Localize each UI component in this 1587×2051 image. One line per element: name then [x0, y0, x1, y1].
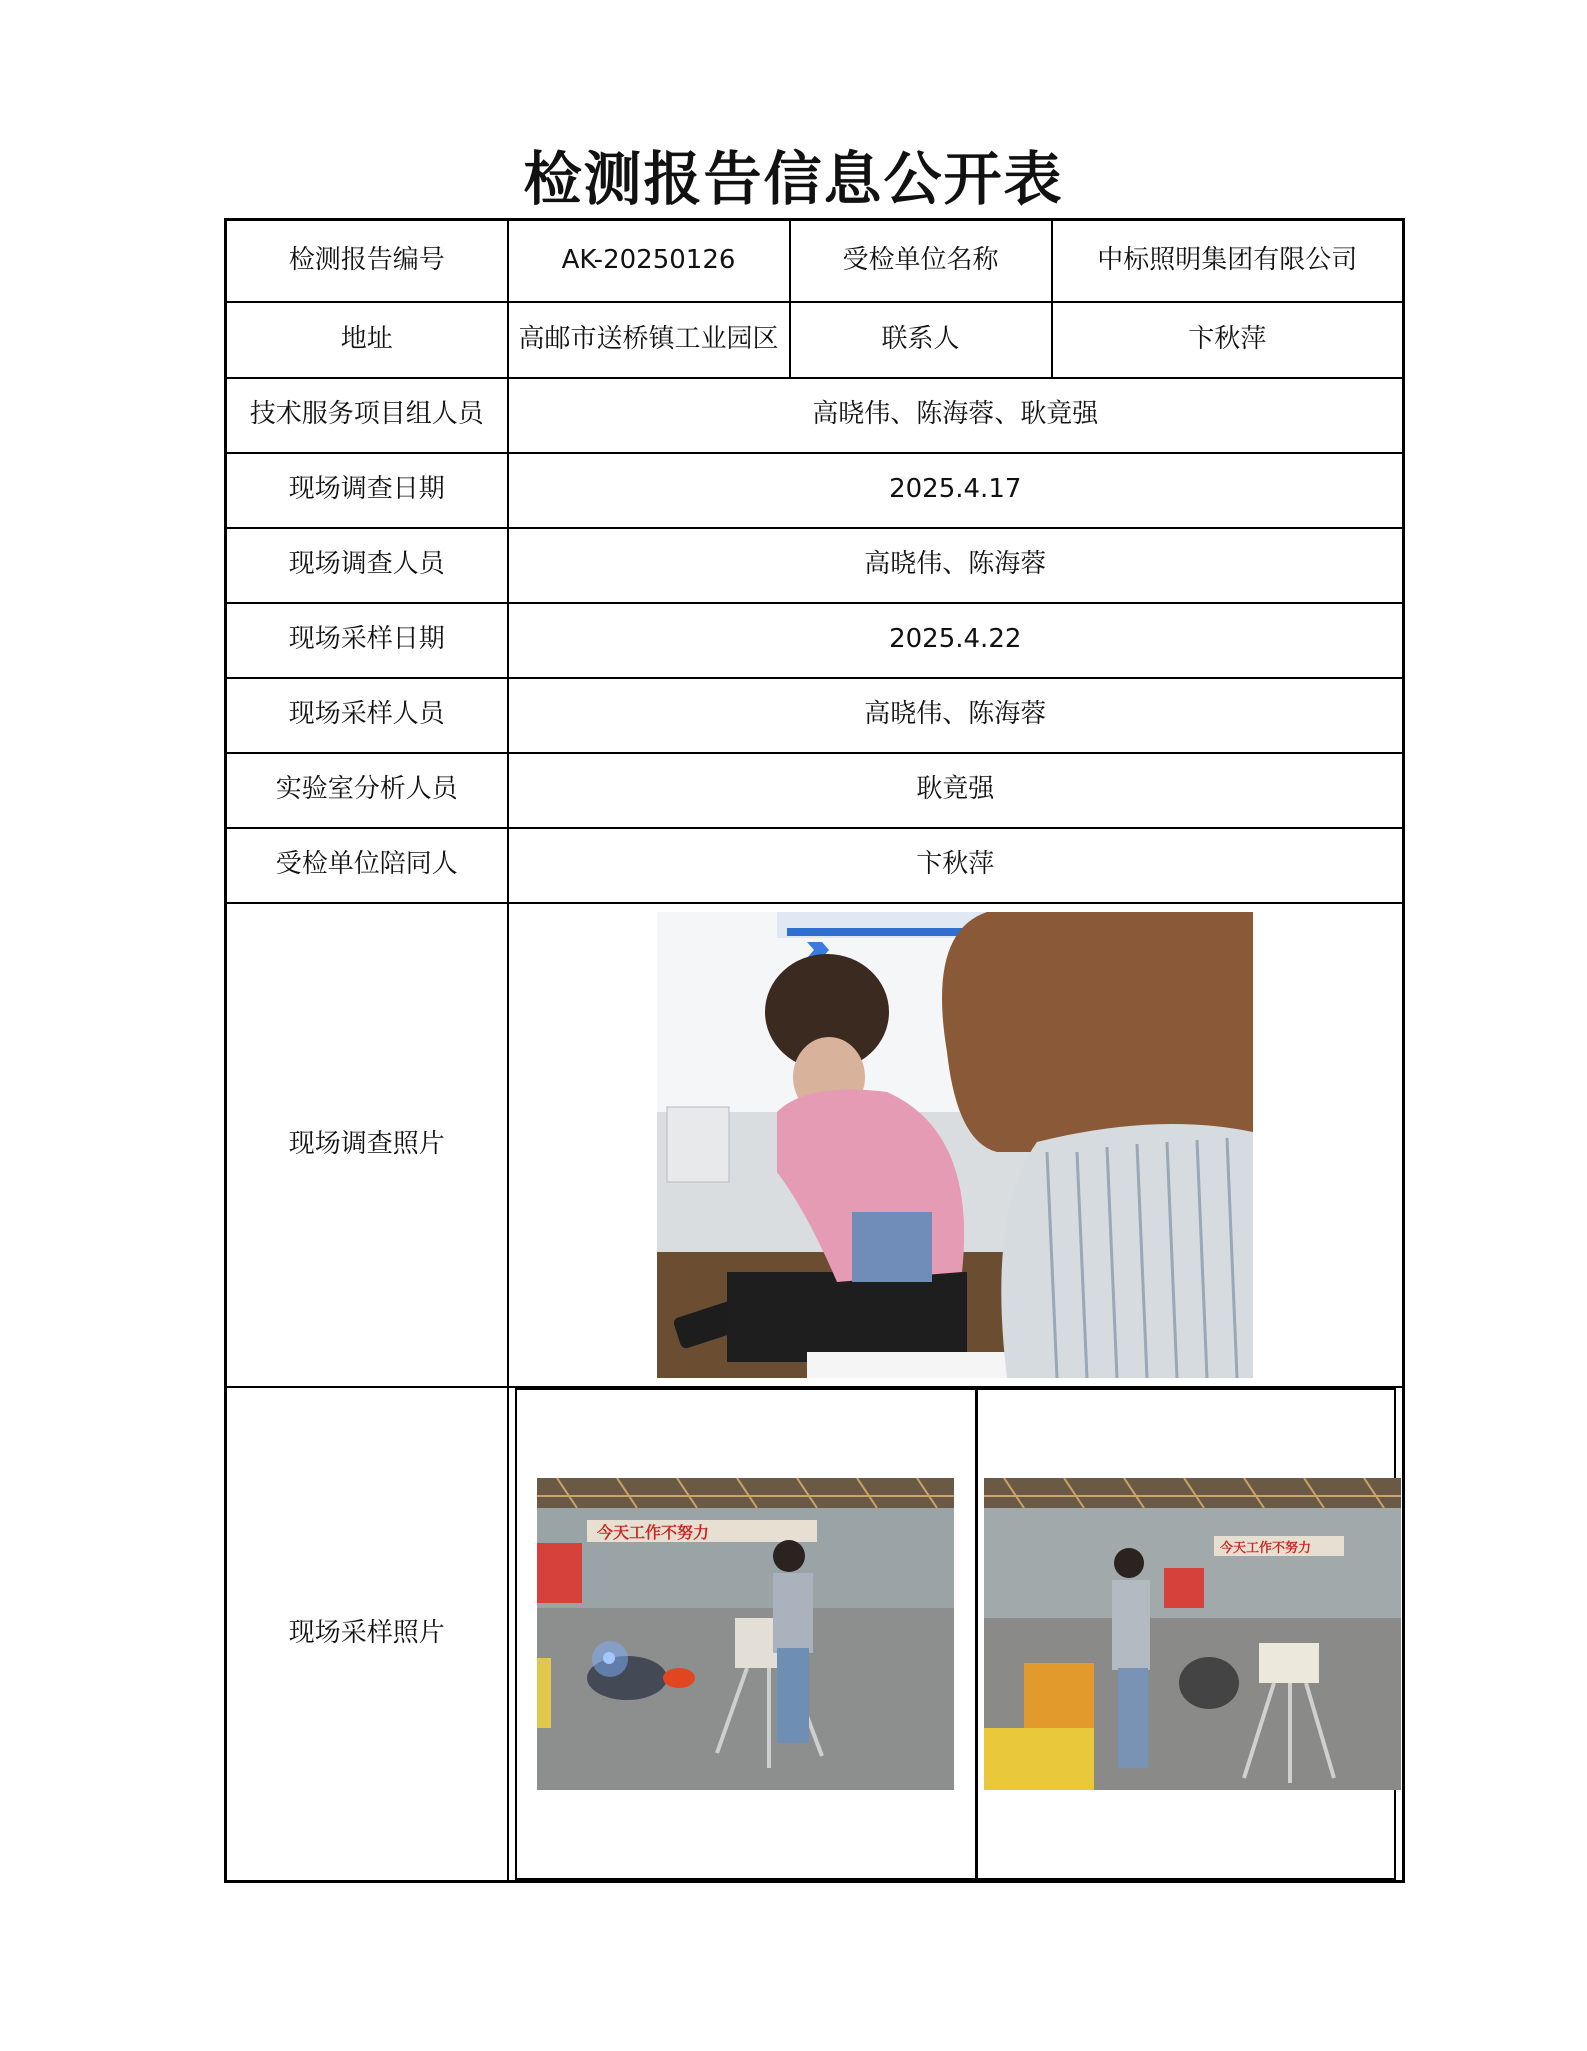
- report-no-label: 检测报告编号: [226, 220, 508, 302]
- contact-label: 联系人: [790, 302, 1052, 378]
- survey-date-value: 2025.4.17: [508, 453, 1404, 528]
- table-row: [226, 220, 1404, 302]
- table-row: [226, 378, 1404, 453]
- survey-photo-image: [657, 912, 1253, 1378]
- table-row: [226, 1387, 1404, 1882]
- table-row: [226, 753, 1404, 828]
- address-label: 地址: [226, 302, 508, 378]
- factory-banner-text-1: 今天工作不努力: [597, 1522, 710, 1542]
- escort-value: 卞秋萍: [508, 828, 1404, 903]
- survey-staff-label: 现场调查人员: [226, 528, 508, 603]
- sampling-photo-1: [537, 1478, 954, 1790]
- team-label: 技术服务项目组人员: [226, 378, 508, 453]
- address-value: 高邮市送桥镇工业园区: [508, 302, 790, 378]
- sampling-photo-label: 现场采样照片: [226, 1387, 508, 1882]
- survey-photo-label: 现场调查照片: [226, 903, 508, 1387]
- sampling-date-value: 2025.4.22: [508, 603, 1404, 678]
- table-row: [226, 528, 1404, 603]
- factory-banner-text-2: 今天工作不努力: [1219, 1540, 1311, 1556]
- sampling-photo-2-image: [984, 1478, 1401, 1790]
- unit-name-value: 中标照明集团有限公司: [1052, 220, 1404, 302]
- sampling-staff-value: 高晓伟、陈海蓉: [508, 678, 1404, 753]
- unit-name-label: 受检单位名称: [790, 220, 1052, 302]
- lab-staff-value: 耿竟强: [508, 753, 1404, 828]
- page-title: 检测报告信息公开表: [523, 145, 1064, 213]
- escort-label: 受检单位陪同人: [226, 828, 508, 903]
- sampling-photo-2-cell: [976, 1389, 1395, 1879]
- table-row: [226, 678, 1404, 753]
- table-row: [226, 302, 1404, 378]
- report-info-table: [224, 218, 1405, 1883]
- table-row: [226, 453, 1404, 528]
- survey-photo: [657, 912, 1253, 1378]
- table-row: [226, 603, 1404, 678]
- table-row: [226, 828, 1404, 903]
- sampling-staff-label: 现场采样人员: [226, 678, 508, 753]
- sampling-photo-2: [984, 1478, 1401, 1790]
- team-value: 高晓伟、陈海蓉、耿竟强: [508, 378, 1404, 453]
- sampling-photo-1-cell: [516, 1389, 977, 1879]
- sampling-photo-cell: [508, 1387, 1404, 1882]
- sampling-photo-grid: [515, 1388, 1397, 1880]
- survey-date-label: 现场调查日期: [226, 453, 508, 528]
- lab-staff-label: 实验室分析人员: [226, 753, 508, 828]
- sampling-date-label: 现场采样日期: [226, 603, 508, 678]
- table-row: [226, 903, 1404, 1387]
- sampling-photo-1-image: [537, 1478, 954, 1790]
- contact-value: 卞秋萍: [1052, 302, 1404, 378]
- report-no-value: AK-20250126: [508, 220, 790, 302]
- survey-photo-cell: [508, 903, 1404, 1387]
- survey-staff-value: 高晓伟、陈海蓉: [508, 528, 1404, 603]
